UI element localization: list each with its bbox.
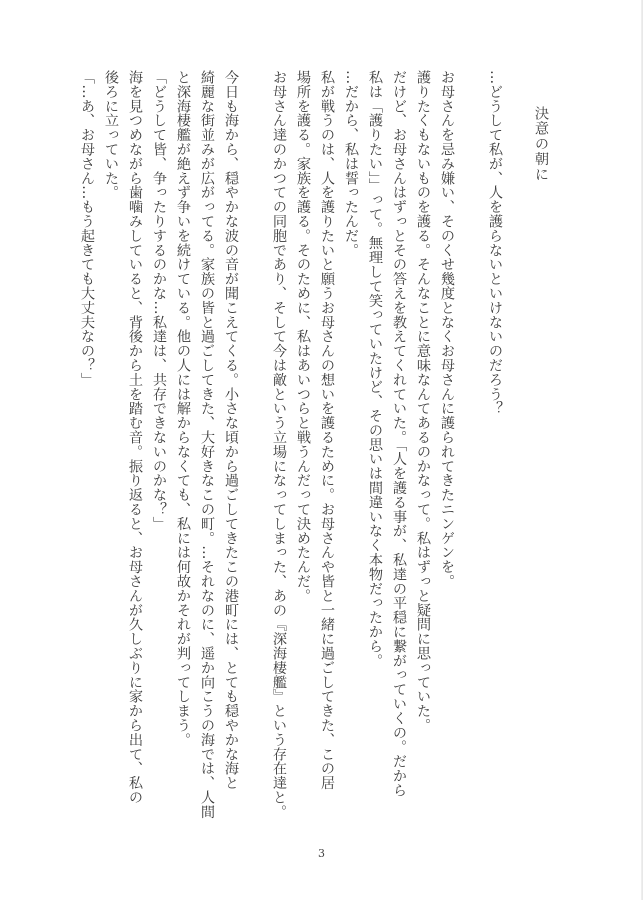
vertical-text-body [79,70,553,830]
text-line: 私が戦うのは、人を護りたいと願うお母さんの想いを護るために。お母さんや皆と一緒に過ごしてきた、この居 [319,70,335,790]
text-line: 場所を護る。家族を護る。そのために、私はあいつらと戦うんだって決めたんだ。 [295,70,311,603]
text-line: お母さんを忌み嫌い、そのくせ幾度となくお母さんに護られてきたニンゲンを。 [439,70,455,589]
text-line: 「…あ、お母さん…もう起きても大丈夫なの？」 [79,70,95,387]
text-line: と深海棲艦が絶えず争いを続けている。他の人には解からなくても、私には何故かそれが判ってしまう。 [175,70,191,747]
text-line: 後ろに立っていた。 [103,70,119,200]
text-line: 今日も海から、穏やかな波の音が聞こえてくる。小さな頃から過ごしてきたこの港町には、とても穏やかな海と [223,70,239,790]
text-line: 綺麗な街並みが広がってる。家族の皆と過ごしてきた、大好きなこの町。…それなのに、遥か向こうの海では、人間 [199,70,215,819]
text-line: …どうして私が、人を護らないといけないのだろう？ [487,70,503,416]
page-number: 3 [318,847,325,860]
text-line: 私は「護りたい」」って。無理して笑っていたけど、その思いは間違いなく本物だったから。 [367,70,383,668]
text-line: だけど、お母さんはずっとその答えを教えてくれていた。「人を護る事が、私達の平穏に繋がっていくの。だから [391,70,407,798]
text-line: …だから、私は誓ったんだ。 [343,70,359,258]
text-line: 護りたくもないものを護る。そんなことに意味なんてあるのかなって。私はずっと疑問に思っていた。 [415,70,431,733]
blank-line [459,70,483,830]
blank-line [243,70,267,830]
chapter-title: 決意の朝に [533,106,549,182]
text-line: 「どうして皆、争ったりするのかな…私達は、共存できないのかな？」 [151,70,167,531]
text-line: 海を見つめながら歯噛みしていると、背後から土を踏む音。振り返ると、お母さんが久しぶりに家から出て、私の [127,70,143,805]
text-line: お母さん達のかつての同胞であり、そして今は敵という立場になってしまった、あの『深海棲艦』という存在達と。 [271,70,287,819]
